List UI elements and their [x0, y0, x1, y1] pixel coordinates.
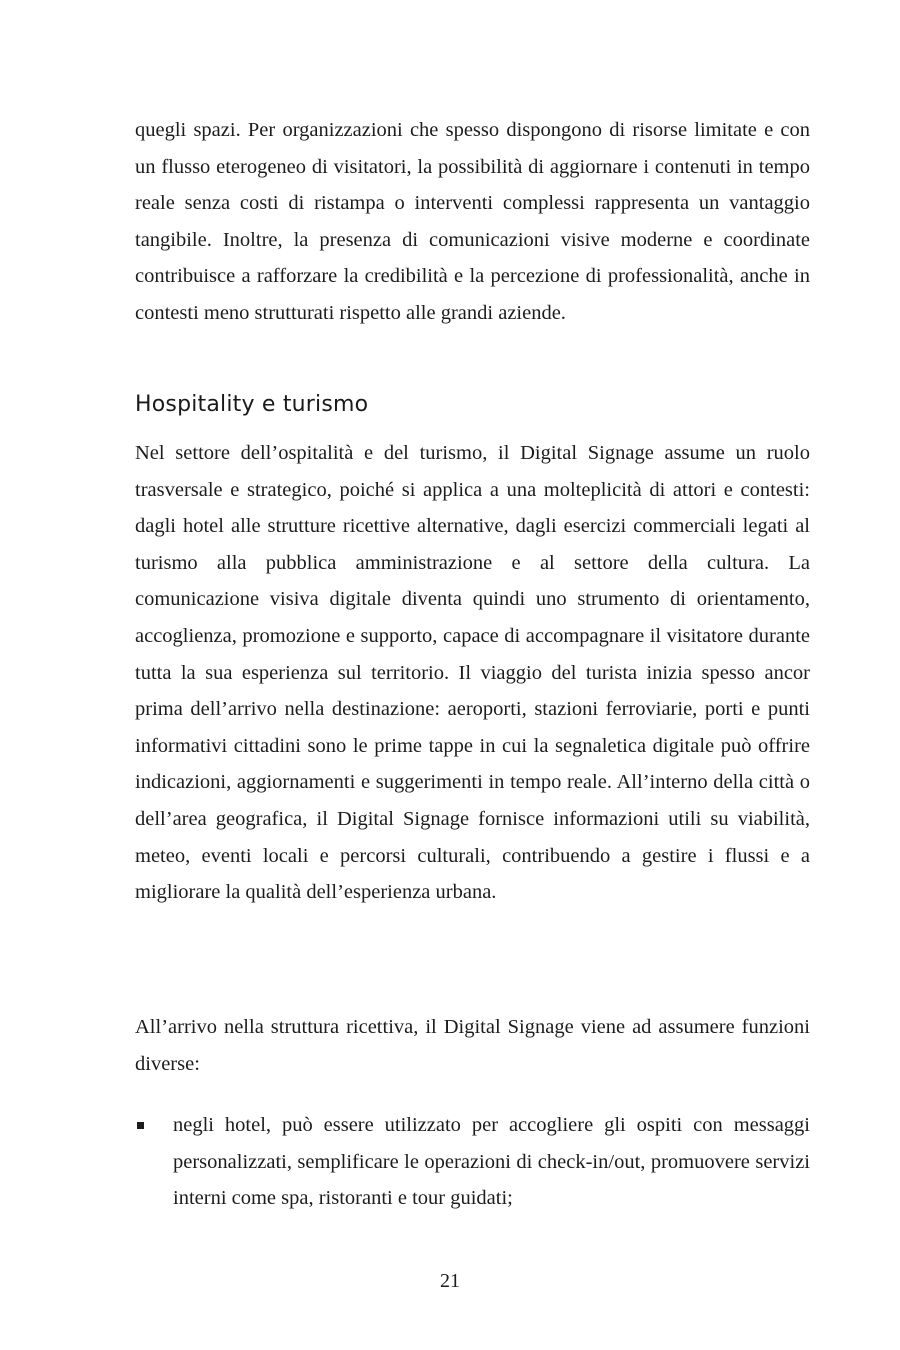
body-paragraph: All’arrivo nella struttura ricettiva, il Digital Signage viene ad assumere funzioni diverse: [135, 1016, 810, 1075]
body-paragraph: Nel settore dell’ospitalità e del turismo, il Digital Signage assume un ruolo trasversale e strategico, poiché si applica a una molteplicità di attori e contesti: dagli hotel alle strutture ricettive alternative, dagli esercizi commerciali legati al turismo alla pubblica amministrazione e al settore della cultura. La comunicazione visiva digitale diventa quindi uno strumento di orientamento, accoglienza, promozione e supporto, capace di accompagnare il visitatore durante tutta la sua esperienza sul territorio. Il viaggio del turista inizia spesso ancor prima dell’arrivo nella destinazione: aeroporti, stazioni ferroviarie, porti e punti informativi cittadini sono le prime tappe in cui la segnaletica digitale può offrire indicazioni, aggiornamenti e suggerimenti in tempo reale. All’interno della città o dell’area geografica, il Digital Signage fornisce informazioni utili su viabilità, meteo, eventi locali e percorsi culturali, contribuendo a gestire i flussi e a migliorare la qualità dell’esperienza urbana. [135, 442, 810, 904]
body-paragraph: quegli spazi. Per organizzazioni che spesso dispongono di risorse limitate e con un flusso eterogeneo di visitatori, la possibilità di aggiornare i contenuti in tempo reale senza costi di ristampa o interventi complessi rappresenta un vantaggio tangibile. Inoltre, la presenza di comunicazioni visive moderne e coordinate contribuisce a rafforzare la credibilità e la percezione di professionalità, anche in contesti meno strutturati rispetto alle grandi aziende. [135, 119, 810, 324]
section-heading: Hospitality e turismo [135, 392, 369, 417]
square-bullet-icon [137, 1122, 144, 1129]
page-number: 21 [440, 1270, 460, 1292]
list-item-text: negli hotel, può essere utilizzato per accogliere gli ospiti con messaggi personalizzati, semplificare le operazioni di check-in/out, promuovere servizi interni come spa, ristoranti e tour guidati; [173, 1114, 810, 1210]
list-item [135, 1107, 810, 1217]
bullet-list [135, 1107, 810, 1217]
